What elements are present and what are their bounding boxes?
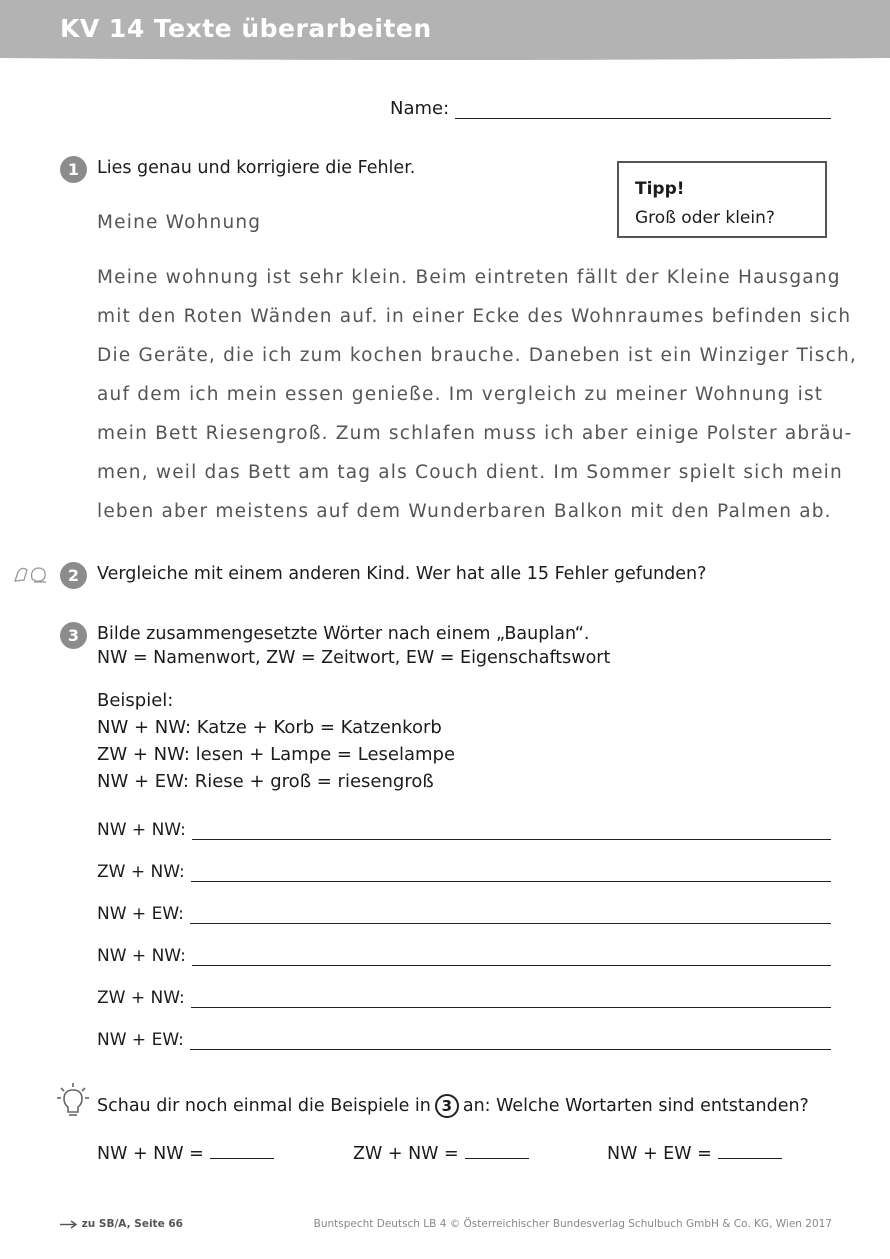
arrow-right-icon: [60, 1220, 78, 1229]
fill-row[interactable]: [97, 988, 831, 1008]
answer-label: NW + NW =: [97, 1144, 204, 1164]
fill-row[interactable]: [97, 946, 831, 966]
fill-label: ZW + NW:: [97, 862, 185, 882]
answer-line[interactable]: [191, 867, 831, 882]
answer-blank[interactable]: [465, 1144, 529, 1159]
tip-box: [617, 161, 827, 238]
answer-line[interactable]: [192, 825, 831, 840]
task-number-3: 3: [60, 622, 87, 649]
footer-left-text: zu SB/A, Seite 66: [81, 1218, 183, 1230]
task4-text-before: Schau dir noch einmal die Beispiele in: [97, 1096, 431, 1116]
answer-item[interactable]: [607, 1144, 782, 1164]
answer-item[interactable]: [97, 1144, 274, 1164]
answer-line[interactable]: [190, 1035, 831, 1050]
answer-item[interactable]: [353, 1144, 529, 1164]
story-line: men, weil das Bett am tag als Couch dient. Im Sommer spielt sich mein: [97, 462, 843, 483]
fill-row[interactable]: [97, 904, 831, 924]
name-field[interactable]: [390, 98, 831, 119]
fill-label: NW + NW:: [97, 946, 186, 966]
story-line: Meine wohnung ist sehr klein. Beim eintreten fällt der Kleine Hausgang: [97, 267, 841, 288]
task4-instruction: [97, 1094, 809, 1118]
story-line: auf dem ich mein essen genieße. Im vergleich zu meiner Wohnung ist: [97, 384, 824, 405]
page-title: KV 14 Texte überarbeiten: [60, 14, 432, 43]
task1-instruction: Lies genau und korrigiere die Fehler.: [97, 158, 416, 178]
footer-reference: [60, 1218, 183, 1230]
task-number-2: 2: [60, 562, 87, 589]
answer-line[interactable]: [192, 951, 831, 966]
answer-label: ZW + NW =: [353, 1144, 459, 1164]
fill-row[interactable]: [97, 862, 831, 882]
name-line[interactable]: [455, 102, 831, 119]
story-line: mit den Roten Wänden auf. in einer Ecke des Wohnraumes befinden sich: [97, 306, 852, 327]
circled-number: 3: [435, 1094, 459, 1118]
task3-instruction: Bilde zusammengesetzte Wörter nach einem „Bauplan“.: [97, 624, 590, 644]
tip-title: Tipp!: [635, 179, 685, 199]
example-label: Beispiel:: [97, 690, 174, 711]
fill-label: NW + EW:: [97, 1030, 184, 1050]
answer-label: NW + EW =: [607, 1144, 712, 1164]
partner-work-icon: [12, 564, 50, 584]
tip-text: Groß oder klein?: [635, 208, 775, 228]
example-line: NW + EW: Riese + groß = riesengroß: [97, 771, 434, 792]
task2-instruction: Vergleiche mit einem anderen Kind. Wer hat alle 15 Fehler gefunden?: [97, 564, 707, 584]
fill-label: ZW + NW:: [97, 988, 185, 1008]
story-line: leben aber meistens auf dem Wunderbaren Balkon mit den Palmen ab.: [97, 501, 832, 522]
lightbulb-icon: [56, 1082, 90, 1120]
fill-row[interactable]: [97, 1030, 831, 1050]
task4-text-after: an: Welche Wortarten sind entstanden?: [462, 1096, 809, 1116]
answer-blank[interactable]: [210, 1144, 274, 1159]
fill-label: NW + EW:: [97, 904, 184, 924]
story-line: mein Bett Riesengroß. Zum schlafen muss ich aber einige Polster abräu-: [97, 423, 853, 444]
example-line: ZW + NW: lesen + Lampe = Leselampe: [97, 744, 456, 765]
page-header: [0, 0, 890, 64]
answer-blank[interactable]: [718, 1144, 782, 1159]
fill-label: NW + NW:: [97, 820, 186, 840]
answer-line[interactable]: [191, 993, 831, 1008]
example-line: NW + NW: Katze + Korb = Katzenkorb: [97, 717, 442, 738]
task3-legend: NW = Namenwort, ZW = Zeitwort, EW = Eigenschaftswort: [97, 648, 611, 668]
answer-line[interactable]: [190, 909, 831, 924]
story-title: Meine Wohnung: [97, 212, 262, 233]
story-line: Die Geräte, die ich zum kochen brauche. Daneben ist ein Winziger Tisch,: [97, 345, 857, 366]
task-number-1: 1: [60, 156, 87, 183]
fill-row[interactable]: [97, 820, 831, 840]
name-label: Name:: [390, 98, 450, 119]
footer-copyright: Buntspecht Deutsch LB 4 © Österreichischer Bundesverlag Schulbuch GmbH & Co. KG, Wien 2017: [313, 1218, 832, 1230]
